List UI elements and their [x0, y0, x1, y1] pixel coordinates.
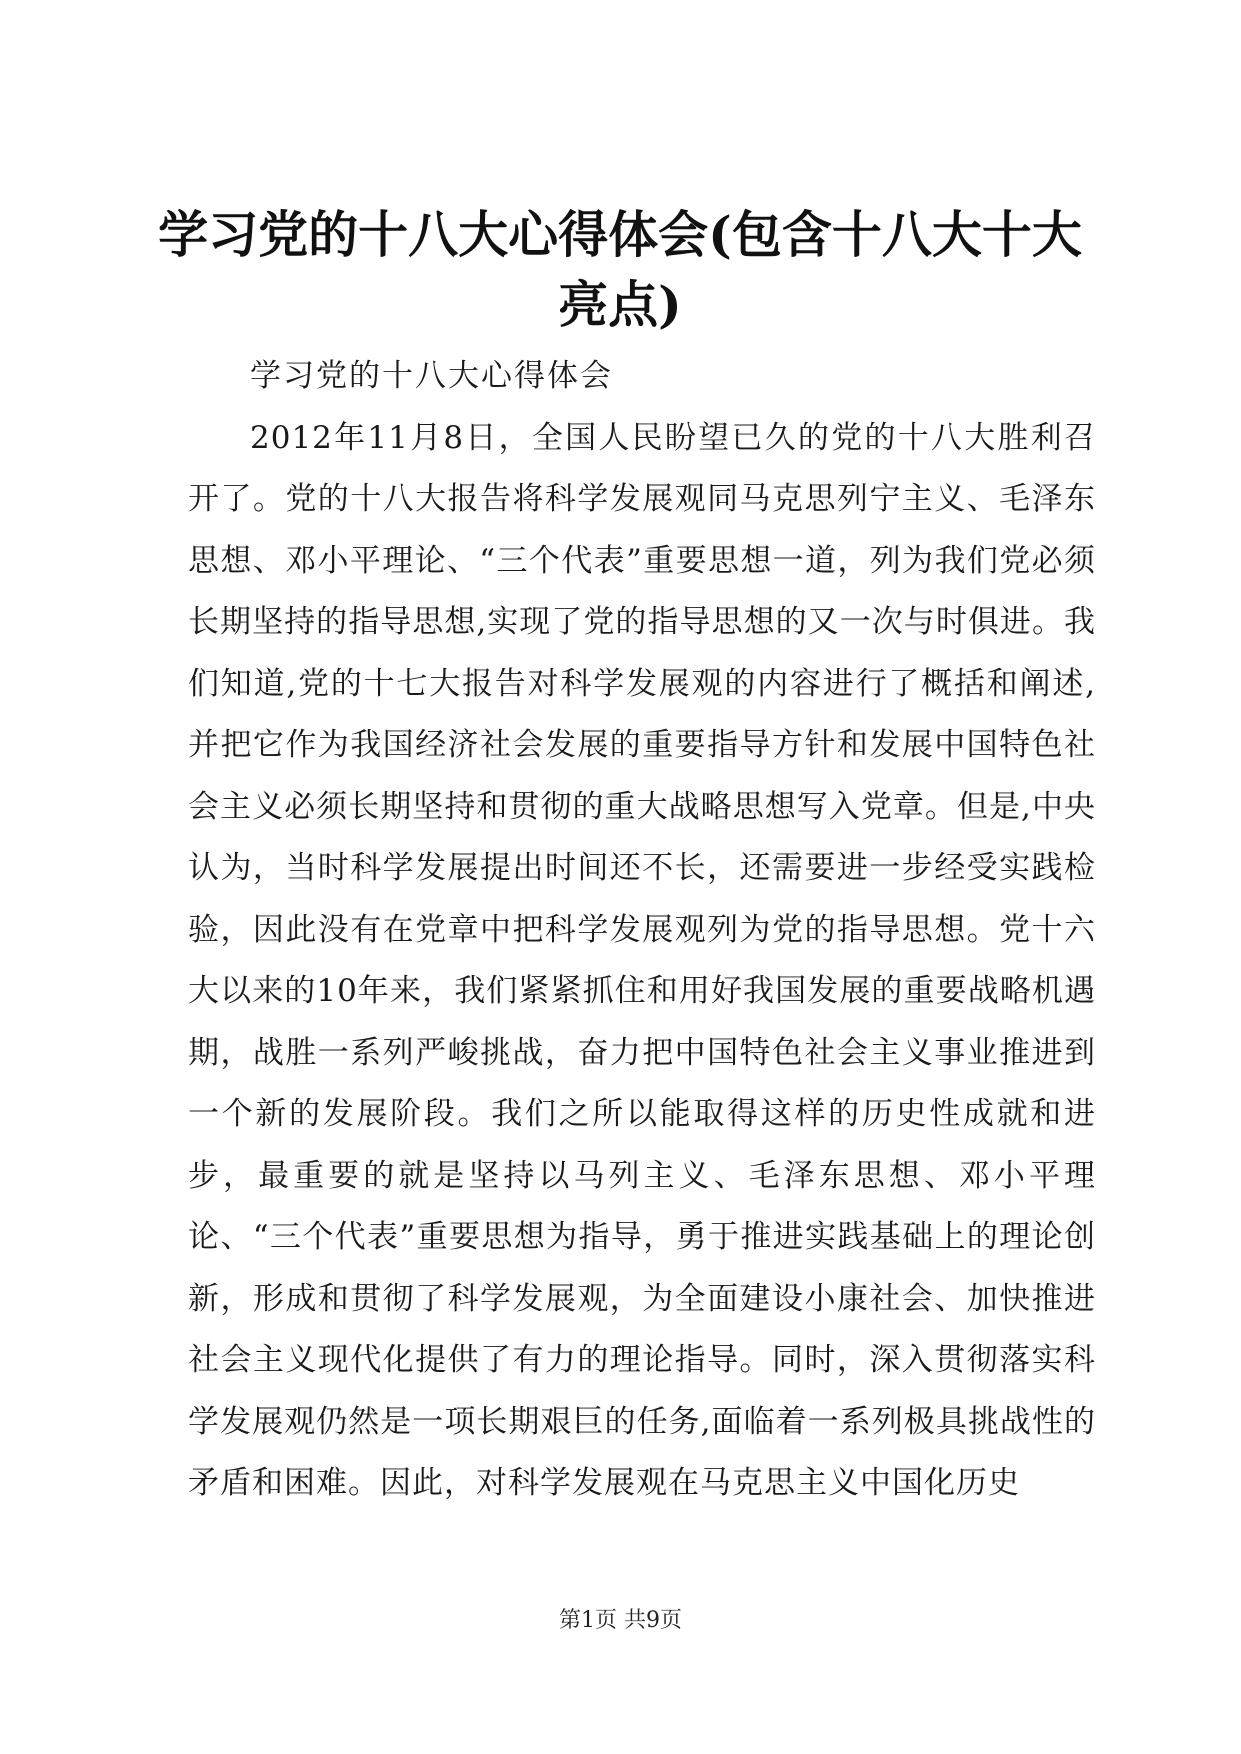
document-title: 学习党的十八大心得体会(包含十八大十大亮点) [158, 205, 1082, 334]
document-body [188, 346, 1096, 1515]
page-footer: 第1页 共9页 [559, 1608, 682, 1633]
body-paragraph: 2012年11月8日，全国人民盼望已久的党的十八大胜利召开了。党的十八大报告将科学发展观同马克思列宁主义、毛泽东思想、邓小平理论、“三个代表”重要思想一道，列为我们党必须长期坚持的指导思想,实现了党的指导思想的又一次与时俱进。我们知道,党的十七大报告对科学发展观的内容进行了概括和阐述,并把它作为我国经济社会发展的重要指导方针和发展中国特色社会主义必须长期坚持和贯彻的重大战略思想写入党章。但是,中央认为，当时科学发展提出时间还不长，还需要进一步经受实践检验，因此没有在党章中把科学发展观列为党的指导思想。党十六大以来的10年来，我们紧紧抓住和用好我国发展的重要战略机遇期，战胜一系列严峻挑战，奋力把中国特色社会主义事业推进到一个新的发展阶段。我们之所以能取得这样的历史性成就和进步，最重要的就是坚持以马列主义、毛泽东思想、邓小平理论、“三个代表”重要思想为指导，勇于推进实践基础上的理论创新，形成和贯彻了科学发展观，为全面建设小康社会、加快推进社会主义现代化提供了有力的理论指导。同时，深入贯彻落实科学发展观仍然是一项长期艰巨的任务,面临着一系列极具挑战性的矛盾和困难。因此，对科学发展观在马克思主义中国化历史 [188, 419, 1096, 1501]
section-heading: 学习党的十八大心得体会 [250, 358, 613, 394]
